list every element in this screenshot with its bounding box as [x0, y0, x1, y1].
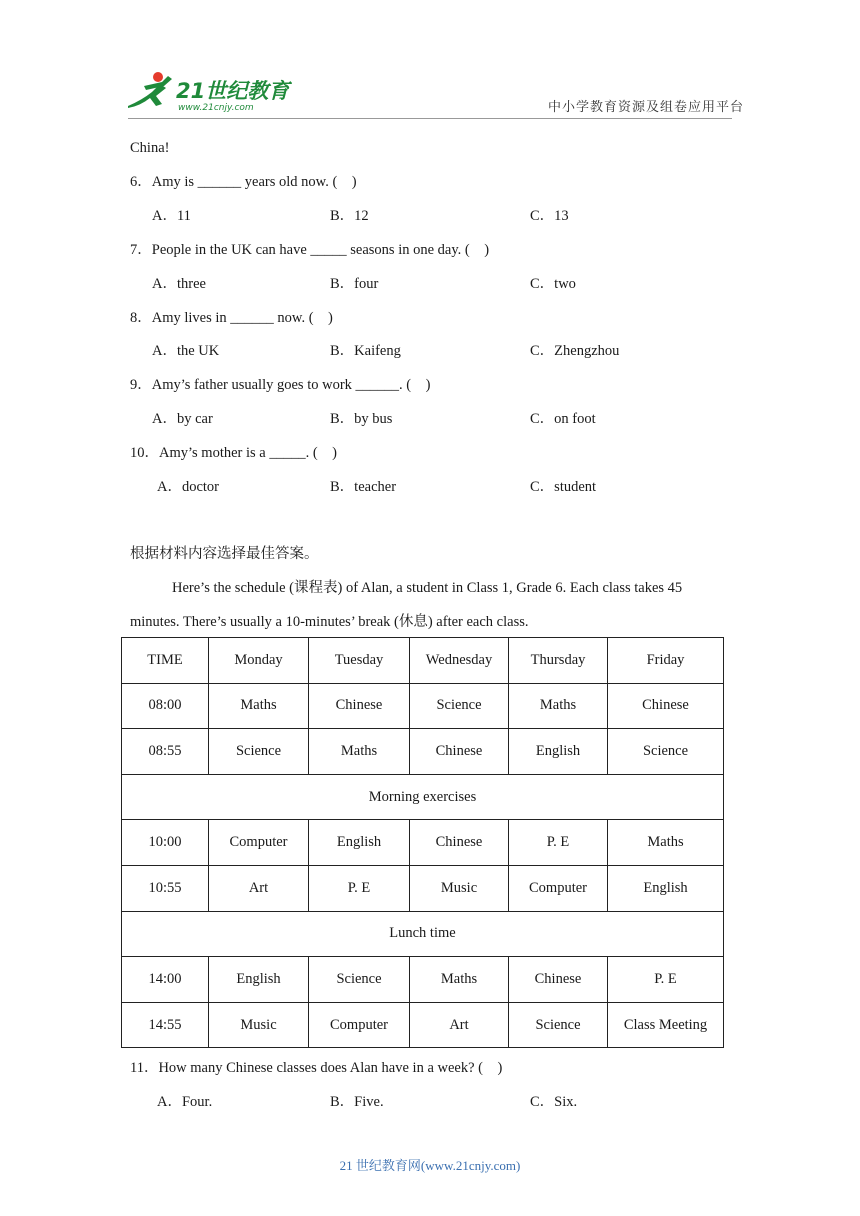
table-row: [122, 820, 724, 866]
table-cell: P. E: [608, 957, 724, 1003]
page-footer: 21 世纪教育网(www.21cnjy.com): [339, 1158, 521, 1173]
table-row: [122, 957, 724, 1003]
morning-exercises-cell: Morning exercises: [122, 774, 724, 820]
section-instruction: 根据材料内容选择最佳答案。: [130, 546, 319, 562]
option-a[interactable]: A．Four.: [157, 1094, 213, 1110]
logo-url-text: www.21cnjy.com: [178, 103, 254, 113]
option-b[interactable]: B．12: [330, 208, 369, 224]
table-cell: Science: [209, 729, 309, 775]
table-cell: Chinese: [410, 820, 509, 866]
table-cell: English: [509, 729, 608, 775]
platform-label: 中小学教育资源及组卷应用平台: [548, 100, 745, 115]
table-cell: Maths: [608, 820, 724, 866]
table-cell: Music: [410, 865, 509, 911]
table-row-break: [122, 774, 724, 820]
table-row-break: [122, 911, 724, 957]
table-cell: Maths: [209, 683, 309, 729]
table-cell: Maths: [309, 729, 410, 775]
passage-tail: China!: [130, 140, 170, 156]
option-a[interactable]: A．three: [152, 276, 206, 292]
header-divider: [128, 118, 732, 119]
option-a[interactable]: A．11: [152, 208, 191, 224]
table-cell: Maths: [410, 957, 509, 1003]
option-a[interactable]: A．doctor: [157, 479, 220, 495]
option-b[interactable]: B．Kaifeng: [330, 343, 401, 359]
column-header: Thursday: [509, 638, 608, 684]
column-header: TIME: [122, 638, 209, 684]
table-cell: Chinese: [509, 957, 608, 1003]
lunch-time-cell: Lunch time: [122, 911, 724, 957]
table-cell: English: [309, 820, 410, 866]
table-row: [122, 683, 724, 729]
table-cell: P. E: [509, 820, 608, 866]
runner-logo-icon: [122, 70, 292, 114]
table-cell: Class Meeting: [608, 1002, 724, 1048]
question-stem: 7．People in the UK can have _____ seasons in one day. ( ): [130, 242, 490, 258]
column-header: Monday: [209, 638, 309, 684]
question-stem: 8．Amy lives in ______ now. ( ): [130, 310, 333, 326]
option-a[interactable]: A．by car: [152, 411, 213, 427]
time-cell: 10:00: [122, 820, 209, 866]
option-a[interactable]: A．the UK: [152, 343, 220, 359]
table-cell: Chinese: [608, 683, 724, 729]
time-cell: 14:55: [122, 1002, 209, 1048]
time-cell: 14:00: [122, 957, 209, 1003]
option-c[interactable]: C．two: [530, 276, 576, 292]
time-cell: 08:55: [122, 729, 209, 775]
logo-text: 21世纪教育: [176, 79, 290, 103]
table-header-row: [122, 638, 724, 684]
table-cell: Science: [509, 1002, 608, 1048]
time-cell: 08:00: [122, 683, 209, 729]
option-c[interactable]: C．13: [530, 208, 569, 224]
table-row: [122, 1002, 724, 1048]
intro-paragraph-line1: Here’s the schedule (课程表) of Alan, a student in Class 1, Grade 6. Each class takes 45: [172, 580, 683, 596]
time-cell: 10:55: [122, 865, 209, 911]
option-b[interactable]: B．teacher: [330, 479, 397, 495]
table-cell: Art: [209, 865, 309, 911]
intro-paragraph-line2: minutes. There’s usually a 10-minutes’ break (休息) after each class.: [130, 614, 529, 630]
question-stem: 9．Amy’s father usually goes to work ______. ( ): [130, 377, 431, 393]
question-stem: 6．Amy is ______ years old now. ( ): [130, 174, 357, 190]
option-c[interactable]: C．student: [530, 479, 597, 495]
table-cell: Maths: [509, 683, 608, 729]
table-cell: Computer: [509, 865, 608, 911]
question-stem: 10．Amy’s mother is a _____. ( ): [130, 445, 338, 461]
table-row: [122, 729, 724, 775]
table-cell: Computer: [209, 820, 309, 866]
option-c[interactable]: C．Zhengzhou: [530, 343, 620, 359]
table-cell: Science: [309, 957, 410, 1003]
table-cell: Computer: [309, 1002, 410, 1048]
question-stem: 11．How many Chinese classes does Alan have in a week? ( ): [130, 1060, 503, 1076]
table-cell: English: [209, 957, 309, 1003]
schedule-table: [121, 637, 724, 1048]
option-b[interactable]: B．Five.: [330, 1094, 384, 1110]
table-cell: Art: [410, 1002, 509, 1048]
option-b[interactable]: B．by bus: [330, 411, 393, 427]
column-header: Friday: [608, 638, 724, 684]
table-cell: P. E: [309, 865, 410, 911]
table-cell: Music: [209, 1002, 309, 1048]
table-cell: Chinese: [410, 729, 509, 775]
table-row: [122, 865, 724, 911]
column-header: Tuesday: [309, 638, 410, 684]
table-cell: English: [608, 865, 724, 911]
table-cell: Science: [608, 729, 724, 775]
option-c[interactable]: C．on foot: [530, 411, 596, 427]
option-c[interactable]: C．Six.: [530, 1094, 578, 1110]
option-b[interactable]: B．four: [330, 276, 379, 292]
site-logo: [122, 70, 292, 114]
column-header: Wednesday: [410, 638, 509, 684]
table-cell: Science: [410, 683, 509, 729]
table-cell: Chinese: [309, 683, 410, 729]
